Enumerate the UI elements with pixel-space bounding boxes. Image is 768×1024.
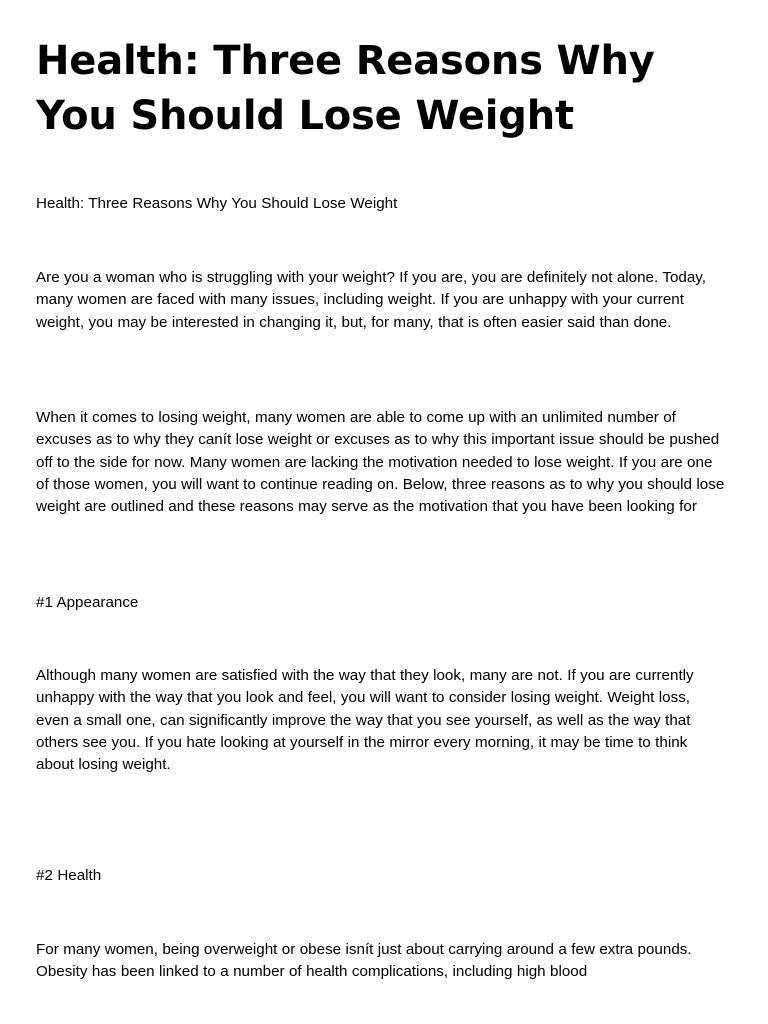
excuses-paragraph: When it comes to losing weight, many women are able to come up with an unlimited number of excuses as to why they canít lose weight or excuses as to why this important issue should be pushed off to the side for now. Many women are lacking the motivation needed to lose weight. If you are one of those women, you will want to continue reading on. Below, three reasons as to why you should lose weight are outlined and these reasons may serve as the motivation that you have been looking for: [36, 409, 725, 516]
appearance-paragraph: Although many women are satisfied with the way that they look, many are not. If you are currently unhappy with the way that you look and feel, you will want to consider losing weight. Weight loss, even a small one, can significantly improve the way that you see yourself, as well as the way that others see you. If you hate looking at yourself in the mirror every morning, it may be time to think about losing weight.: [36, 667, 694, 774]
health-paragraph: For many women, being overweight or obese isnít just about carrying around a few extra pounds. Obesity has been linked to a number of health complications, including high blood: [36, 941, 692, 981]
section-heading-appearance: #1 Appearance: [36, 594, 139, 611]
section-heading-health: #2 Health: [36, 867, 102, 884]
document-title: Health: Three Reasons Why You Should Lose Weight: [36, 38, 655, 139]
subtitle-paragraph: Health: Three Reasons Why You Should Lose Weight: [36, 195, 398, 212]
intro-paragraph: Are you a woman who is struggling with your weight? If you are, you are definitely not alone. Today, many women are faced with many issues, including weight. If you are unhappy with your current weight, you may be interested in changing it, but, for many, that is often easier said than done.: [36, 269, 706, 331]
